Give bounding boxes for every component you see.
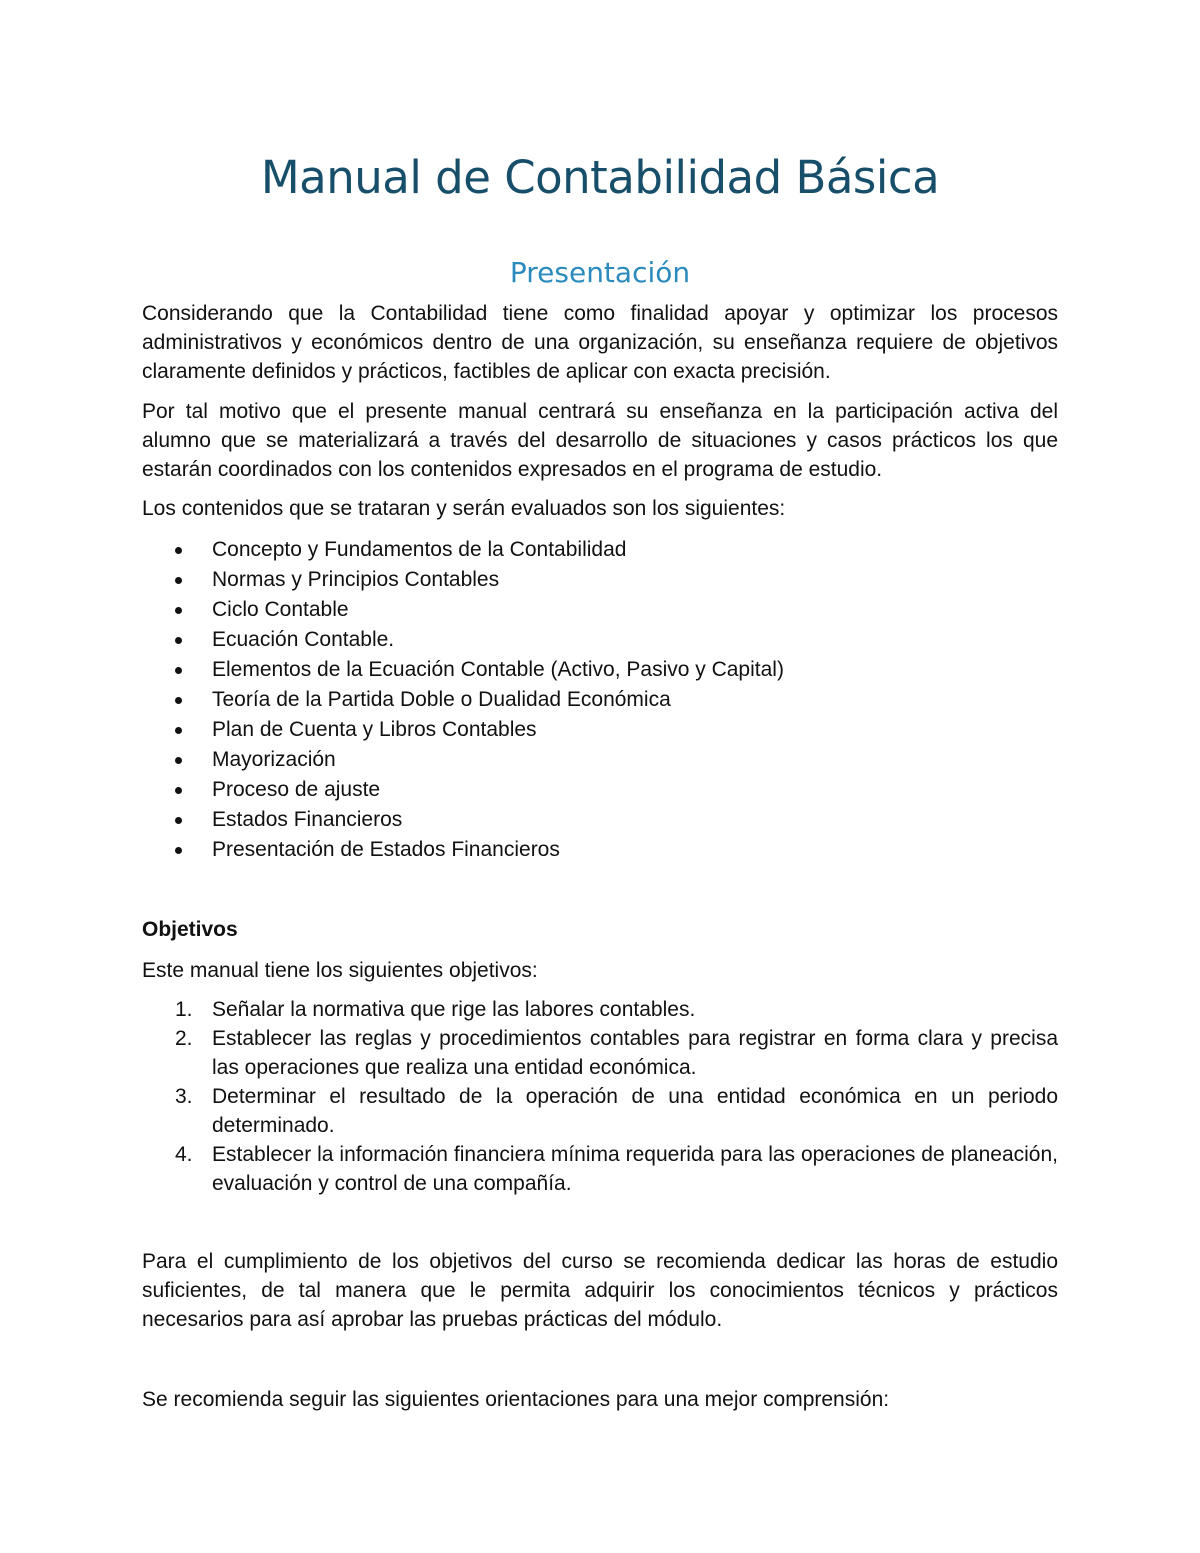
list-item-text: Ciclo Contable: [212, 598, 349, 621]
list-item: [142, 1082, 1058, 1140]
list-item-text: Presentación de Estados Financieros: [212, 838, 560, 861]
bullet-icon: [175, 547, 182, 554]
list-number: 1.: [175, 998, 193, 1021]
bullet-icon: [175, 847, 182, 854]
closing-paragraph-1: Para el cumplimiento de los objetivos del curso se recomienda dedicar las horas de estudio suficientes, de tal manera que le permita adquirir los conocimientos técnicos y prácticos necesarios para así aprobar las pruebas prácticas del módulo.: [142, 1250, 1058, 1331]
list-item: [142, 565, 1058, 595]
objectives-list: [142, 995, 1058, 1198]
list-number: 2.: [175, 1027, 193, 1050]
bullet-icon: [175, 607, 182, 614]
list-item-text: Elementos de la Ecuación Contable (Activo, Pasivo y Capital): [212, 658, 784, 681]
section-title-presentacion: Presentación: [509, 256, 691, 289]
list-item-text: Estados Financieros: [212, 808, 403, 831]
list-item-text: Establecer la información financiera mínima requerida para las operaciones de planeación, evaluación y control de una compañía.: [212, 1143, 1058, 1195]
bullet-icon: [175, 787, 182, 794]
list-item: [142, 805, 1058, 835]
list-number: 3.: [175, 1085, 193, 1108]
document-title: Manual de Contabilidad Básica: [260, 151, 940, 204]
contents-list: [142, 535, 1058, 865]
bullet-icon: [175, 637, 182, 644]
list-item: [142, 745, 1058, 775]
list-item-text: Normas y Principios Contables: [212, 568, 500, 591]
list-item: [142, 835, 1058, 865]
bullet-icon: [175, 757, 182, 764]
list-item: [142, 995, 1058, 1024]
list-item: [142, 535, 1058, 565]
list-item: [142, 595, 1058, 625]
bullet-icon: [175, 577, 182, 584]
list-item-text: Teoría de la Partida Doble o Dualidad Económica: [212, 688, 671, 711]
contents-intro: Los contenidos que se trataran y serán evaluados son los siguientes:: [142, 497, 786, 520]
objectives-intro: Este manual tiene los siguientes objetivos:: [142, 959, 538, 982]
list-number: 4.: [175, 1143, 193, 1166]
bullet-icon: [175, 727, 182, 734]
list-item: [142, 655, 1058, 685]
intro-paragraph-2: Por tal motivo que el presente manual centrará su enseñanza en la participación activa del alumno que se materializará a través del desarrollo de situaciones y casos prácticos los que estarán coordinados con los contenidos expresados en el programa de estudio.: [142, 400, 1058, 481]
closing-paragraph-2: Se recomienda seguir las siguientes orientaciones para una mejor comprensión:: [142, 1388, 890, 1411]
list-item-text: Concepto y Fundamentos de la Contabilidad: [212, 538, 627, 561]
list-item-text: Mayorización: [212, 748, 336, 771]
list-item: [142, 715, 1058, 745]
list-item-text: Proceso de ajuste: [212, 778, 381, 801]
list-item-text: Determinar el resultado de la operación de una entidad económica en un periodo determinado.: [212, 1085, 1058, 1137]
intro-paragraph-1: Considerando que la Contabilidad tiene como finalidad apoyar y optimizar los procesos administrativos y económicos dentro de una organización, su enseñanza requiere de objetivos claramente definidos y prácticos, factibles de aplicar con exacta precisión.: [142, 302, 1058, 383]
list-item-text: Señalar la normativa que rige las labores contables.: [212, 998, 696, 1021]
bullet-icon: [175, 667, 182, 674]
list-item: [142, 775, 1058, 805]
list-item: [142, 625, 1058, 655]
list-item: [142, 1140, 1058, 1198]
list-item: [142, 685, 1058, 715]
list-item-text: Ecuación Contable.: [212, 628, 395, 651]
section-title-objetivos: Objetivos: [142, 918, 238, 941]
bullet-icon: [175, 697, 182, 704]
list-item: [142, 1024, 1058, 1082]
list-item-text: Plan de Cuenta y Libros Contables: [212, 718, 537, 741]
list-item-text: Establecer las reglas y procedimientos contables para registrar en forma clara y precisa las operaciones que realiza una entidad económica.: [212, 1027, 1058, 1079]
bullet-icon: [175, 817, 182, 824]
